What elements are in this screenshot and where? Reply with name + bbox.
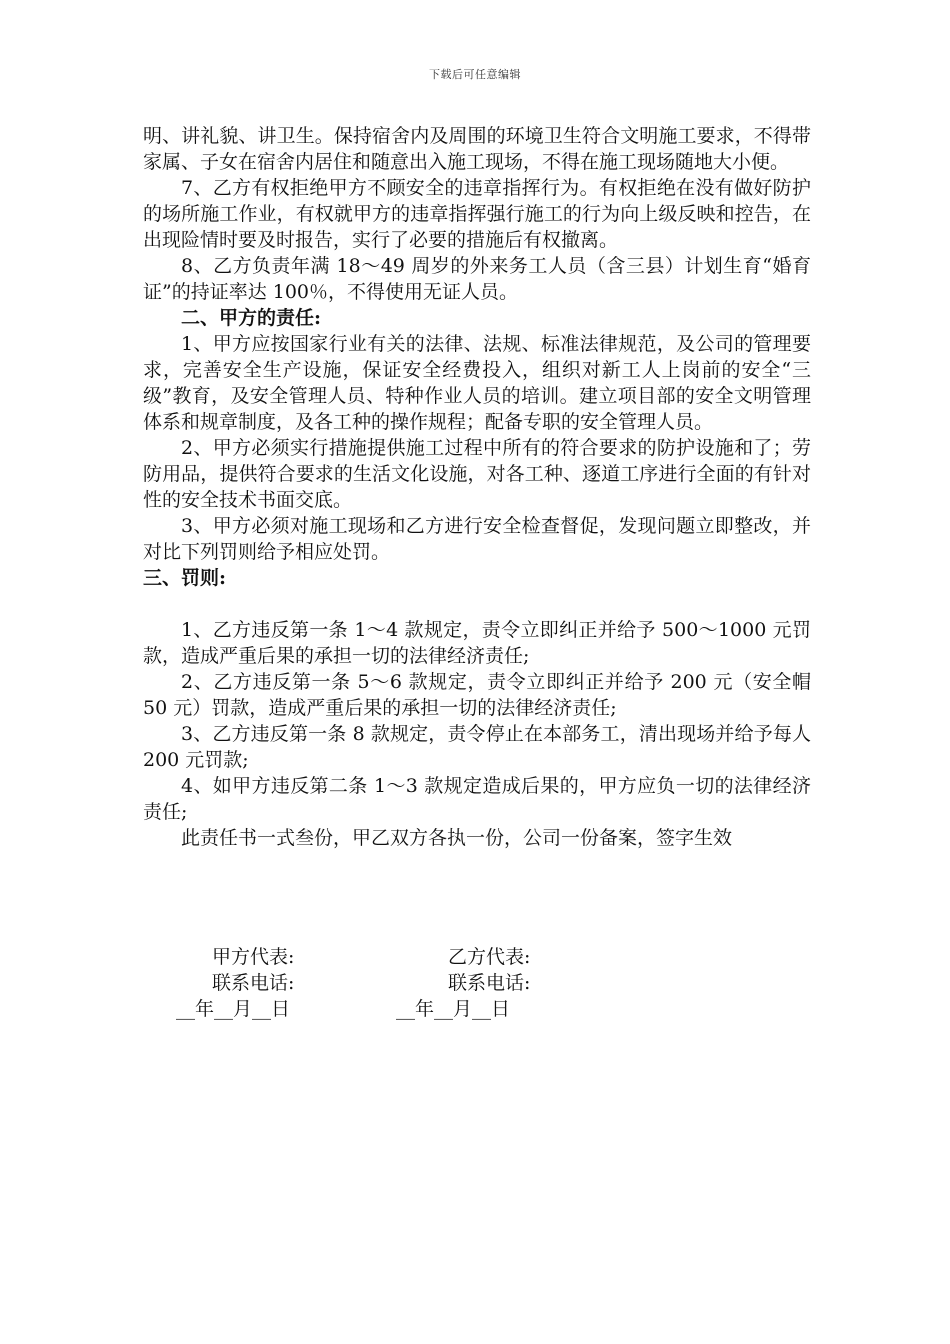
party-a-phone: 联系电话:	[212, 972, 295, 994]
document-body	[143, 123, 811, 851]
page-header: 下载后可任意编辑	[429, 68, 521, 81]
party-a-representative: 甲方代表:	[212, 946, 295, 968]
party-b-representative: 乙方代表:	[448, 946, 531, 968]
party-a-date: __年__月__日	[176, 998, 291, 1020]
party-b-date: __年__月__日	[396, 998, 511, 1020]
paragraph-continued: 明、讲礼貌、讲卫生。保持宿舍内及周围的环境卫生符合文明施工要求，不得带家属、子女在宿舍内居住和随意出入施工现场，不得在施工现场随地大小便。	[143, 125, 811, 173]
spacer	[143, 591, 811, 617]
section-heading-3: 三、罚则:	[143, 567, 227, 589]
paragraph-clause-8: 8、乙方负责年满 18～49 周岁的外来务工人员（含三县）计划生育“婚育证”的持证率达 100％，不得使用无证人员。	[143, 255, 811, 303]
penalty-clause-1: 1、乙方违反第一条 1～4 款规定，责令立即纠正并给予 500～1000 元罚款，造成严重后果的承担一切的法律经济责任;	[143, 619, 811, 667]
paragraph-a-clause-1: 1、甲方应按国家行业有关的法律、法规、标准法律规范，及公司的管理要求，完善安全生产设施，保证安全经费投入，组织对新工人上岗前的安全“三级”教育，及安全管理人员、特种作业人员的培训。建立项目部的安全文明管理体系和规章制度，及各工种的操作规程；配备专职的安全管理人员。	[143, 333, 811, 433]
penalty-clause-3: 3、乙方违反第一条 8 款规定，责令停止在本部务工，清出现场并给予每人 200 元罚款;	[143, 723, 811, 771]
paragraph-a-clause-2: 2、甲方必须实行措施提供施工过程中所有的符合要求的防护设施和了；劳防用品，提供符合要求的生活文化设施，对各工种、逐道工序进行全面的有针对性的安全技术书面交底。	[143, 437, 811, 511]
penalty-clause-4: 4、如甲方违反第二条 1～3 款规定造成后果的，甲方应负一切的法律经济责任;	[143, 775, 811, 823]
closing-statement: 此责任书一式叁份，甲乙双方各执一份，公司一份备案，签字生效	[181, 827, 733, 849]
paragraph-a-clause-3: 3、甲方必须对施工现场和乙方进行安全检查督促，发现问题立即整改，并对比下列罚则给予相应处罚。	[143, 515, 811, 563]
party-b-phone: 联系电话:	[448, 972, 531, 994]
section-heading-2: 二、甲方的责任:	[181, 307, 322, 329]
penalty-clause-2: 2、乙方违反第一条 5～6 款规定，责令立即纠正并给予 200 元（安全帽 50 元）罚款，造成严重后果的承担一切的法律经济责任;	[143, 671, 811, 719]
paragraph-clause-7: 7、乙方有权拒绝甲方不顾安全的违章指挥行为。有权拒绝在没有做好防护的场所施工作业，有权就甲方的违章指挥强行施工的行为向上级反映和控告，在出现险情时要及时报告，实行了必要的措施后有权撤离。	[143, 177, 811, 251]
